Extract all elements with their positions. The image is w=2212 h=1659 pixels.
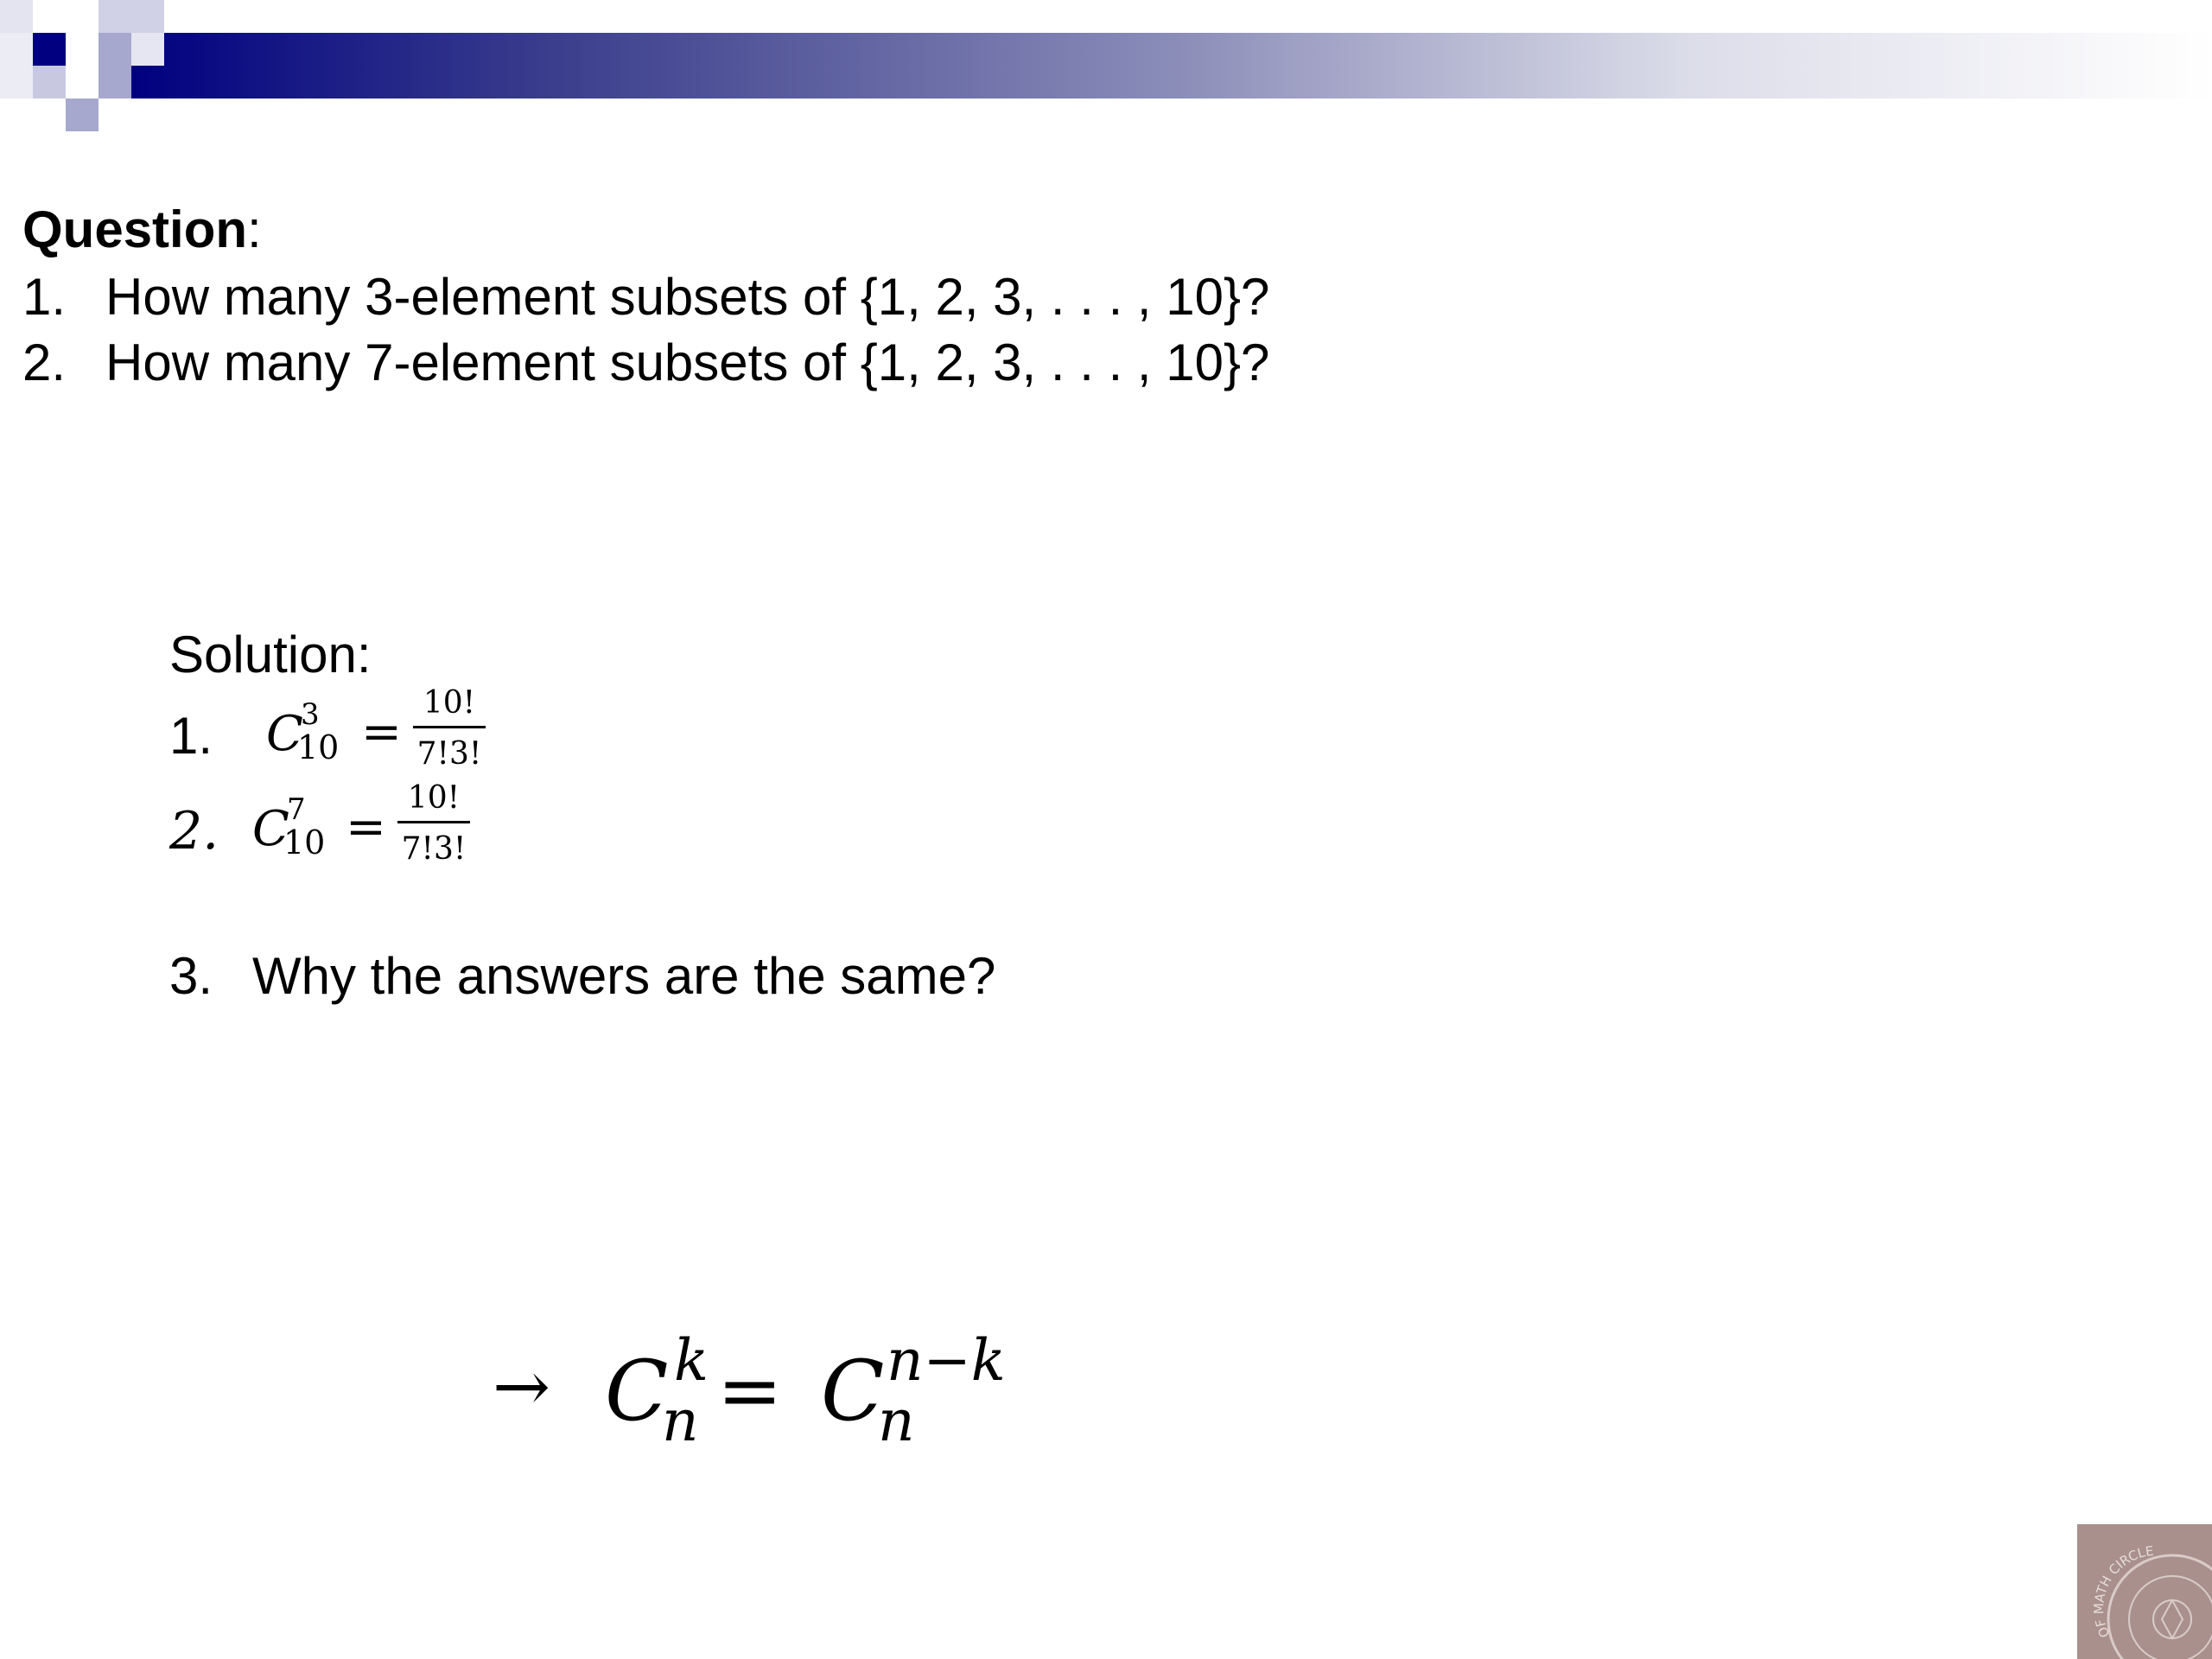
identity-right-symbol: C	[821, 1343, 885, 1440]
question-item-1	[22, 264, 1269, 330]
fraction-bar	[413, 726, 486, 728]
fraction-numerator: 10!	[423, 685, 476, 721]
fraction-numerator: 10!	[407, 780, 461, 816]
identity-left-symbol: C	[605, 1343, 669, 1440]
seal-text: OF MATH CIRCLE	[2091, 1542, 2155, 1640]
identity-left-superscript: k	[674, 1327, 709, 1394]
combination-symbol: C	[252, 801, 289, 857]
fraction	[413, 684, 486, 773]
fraction-bar	[397, 821, 470, 823]
solution-heading: Solution:	[169, 626, 372, 683]
header-square	[33, 66, 66, 99]
identity-right-superscript: n−k	[887, 1327, 1006, 1394]
header-square	[0, 0, 33, 33]
identity-right-subscript: n	[878, 1388, 915, 1454]
header-square	[66, 99, 99, 131]
fraction-denominator: 7!3!	[416, 736, 482, 772]
equals-sign: =	[361, 704, 402, 760]
question-text: How many 7-element subsets of {1, 2, 3, . . . , 10}?	[105, 334, 1270, 391]
combination-superscript: 3	[301, 697, 320, 732]
header-gradient-bar	[130, 33, 2212, 99]
fraction-denominator: 7!3!	[401, 831, 467, 867]
question-heading	[22, 197, 262, 263]
seal-logo-icon	[2077, 1524, 2212, 1659]
svg-text:OF MATH CIRCLE	[2091, 1543, 2154, 1640]
combination-superscript: 7	[287, 792, 306, 827]
combination-subscript: 10	[283, 823, 326, 861]
followup-text: Why the answers are the same?	[252, 947, 996, 1005]
solution-followup	[169, 944, 995, 1009]
header-square-dark	[33, 33, 66, 66]
question-text: How many 3-element subsets of {1, 2, 3, . . . , 10}?	[105, 268, 1270, 326]
combination-symbol: C	[266, 706, 303, 762]
combination-identity	[493, 1313, 1063, 1460]
list-number: 2.	[169, 801, 219, 861]
list-number: 3.	[169, 947, 213, 1005]
list-number: 1.	[22, 268, 67, 326]
header-square	[0, 33, 33, 99]
header-square	[99, 33, 131, 99]
math-circle-seal	[2077, 1524, 2212, 1659]
header-square	[131, 33, 164, 66]
list-number: 1.	[169, 707, 213, 765]
question-title: Question	[22, 200, 248, 258]
fraction	[397, 779, 470, 868]
list-number: 2.	[22, 334, 67, 391]
identity-equals: =	[717, 1345, 783, 1436]
question-item-2	[22, 330, 1269, 396]
identity-left-subscript: n	[662, 1388, 699, 1454]
implies-arrow: →	[493, 1346, 551, 1427]
equals-sign: =	[346, 799, 386, 855]
question-colon: :	[247, 200, 262, 258]
combination-subscript: 10	[297, 728, 340, 766]
header-square	[99, 0, 164, 33]
